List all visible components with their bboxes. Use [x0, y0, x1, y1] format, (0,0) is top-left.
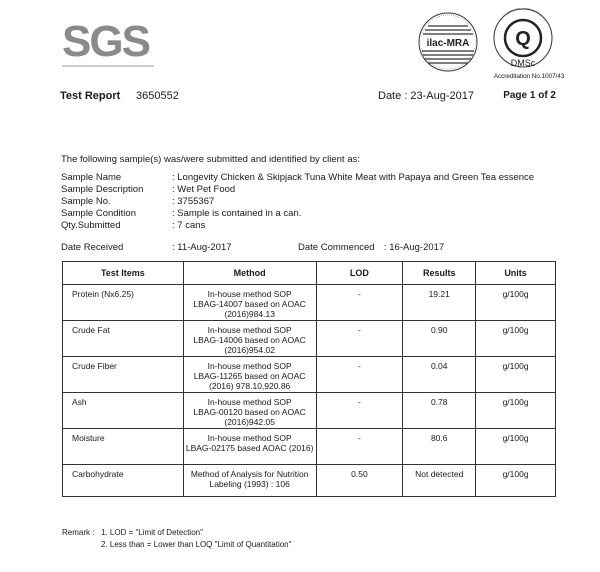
table-row — [63, 465, 556, 497]
test-method: In-house method SOP LBAG-14006 based on AOAC (2016)954.02 — [183, 321, 316, 357]
column-header: Method — [183, 262, 316, 285]
test-lod: - — [316, 429, 403, 465]
test-lod: - — [316, 285, 403, 321]
intro-text: The following sample(s) was/were submitted and identified by client as: — [61, 154, 360, 165]
remark-label: Remark : — [62, 528, 95, 537]
results-table — [62, 261, 556, 497]
date-commenced-label: Date Commenced — [298, 242, 375, 253]
test-lod: 0.50 — [316, 465, 403, 497]
date-commenced-value: : 16-Aug-2017 — [384, 242, 445, 253]
report-date: Date : 23-Aug-2017 — [378, 90, 475, 102]
test-units: g/100g — [476, 393, 556, 429]
q-dmsc-logo — [492, 8, 554, 76]
test-result: 19.21 — [403, 285, 476, 321]
table-row — [63, 429, 556, 465]
sgs-logo — [60, 14, 156, 70]
test-item: Moisture — [63, 429, 184, 465]
column-header: Test Items — [63, 262, 184, 285]
test-item: Crude Fat — [63, 321, 184, 357]
test-method: In-house method SOP LBAG-14007 based on AOAC (2016)984.13 — [183, 285, 316, 321]
test-units: g/100g — [476, 285, 556, 321]
page-number: Page 1 of 2 — [503, 90, 556, 101]
test-result: Not detected — [403, 465, 476, 497]
ilac-mra-text: ilac-MRA — [426, 38, 470, 49]
test-item: Carbohydrate — [63, 465, 184, 497]
test-units: g/100g — [476, 321, 556, 357]
table-row — [63, 285, 556, 321]
test-result: 0.78 — [403, 393, 476, 429]
test-method: In-house method SOP LBAG-00120 based on AOAC (2016)942.05 — [183, 393, 316, 429]
dates-row — [61, 242, 561, 254]
test-item: Ash — [63, 393, 184, 429]
test-result: 80.6 — [403, 429, 476, 465]
accreditation-number: Accreditation No.1007/43 — [493, 73, 565, 80]
test-lod: - — [316, 321, 403, 357]
test-lod: - — [316, 393, 403, 429]
test-result: 0.90 — [403, 321, 476, 357]
column-header: LOD — [316, 262, 403, 285]
test-units: g/100g — [476, 429, 556, 465]
column-header: Results — [403, 262, 476, 285]
test-result: 0.04 — [403, 357, 476, 393]
sgs-logo-text: SGS — [62, 17, 149, 66]
table-row — [63, 357, 556, 393]
report-page: SGS ilac-MRA Q DMSc Accreditation No.1007/43 Test Report 3650552 Date : 23-Aug-2017 Page 1 of 2 The following sample(s) was/were submitted and identified by client as: Sample Name : Longevity Chicken & Skipjack Tuna White Meat with Papaya and Green Tea essence Sample Description : Wet Pet Food Sample No. : 3755367 Sample Condition : Sample is contained in a can. Qty.Submitted : 7 cans Date Received : 11-Aug-2017 Date Commenced : 16-Aug-2017 Test Items Method LOD Results Units Protein (Nx6.25) In-house method SOP LBAG-14007 based on AOAC (2016)984.13 - 19.21 g/100g Crude Fat In-house method SOP LBAG-14006 based on AOAC (2016)954.02 - 0.90 g/100g Crude Fiber In-house method SOP LBAG-11265 based on AOAC (2016) 978.10,920.86 - 0.04 g/100g Ash In-house method SOP LBAG-00120 based on AOAC (2016)942.05 - 0.78 g/100g Moisture In-house method SOP LBAG-02175 based AOAC (2016) - 80.6 g/100g Carbohydrate Method of Analysis for Nutrition Labeling (1993) : 106 0.50 Not detected g/100g Remark : 1. LOD = "Limit of Detection" 2. Less than = Lower than LOQ "Limit of Quantitation" — [0, 0, 600, 572]
table-row — [63, 393, 556, 429]
test-method: Method of Analysis for Nutrition Labeling (1993) : 106 — [183, 465, 316, 497]
test-method: In-house method SOP LBAG-02175 based AOAC (2016) — [183, 429, 316, 465]
test-units: g/100g — [476, 357, 556, 393]
test-item: Crude Fiber — [63, 357, 184, 393]
test-item: Protein (Nx6.25) — [63, 285, 184, 321]
table-row — [63, 321, 556, 357]
column-header: Units — [476, 262, 556, 285]
test-lod: - — [316, 357, 403, 393]
date-received-label: Date Received — [61, 242, 124, 253]
report-number: 3650552 — [136, 90, 179, 102]
test-method: In-house method SOP LBAG-11265 based on AOAC (2016) 978.10,920.86 — [183, 357, 316, 393]
report-title: Test Report — [60, 90, 121, 102]
test-units: g/100g — [476, 465, 556, 497]
report-title-row — [60, 90, 556, 106]
date-received-value: : 11-Aug-2017 — [172, 242, 232, 253]
table-header-row — [63, 262, 556, 285]
dmsc-text: DMSc — [510, 58, 536, 68]
ilac-mra-logo — [418, 12, 478, 74]
svg-text:Q: Q — [515, 28, 531, 50]
